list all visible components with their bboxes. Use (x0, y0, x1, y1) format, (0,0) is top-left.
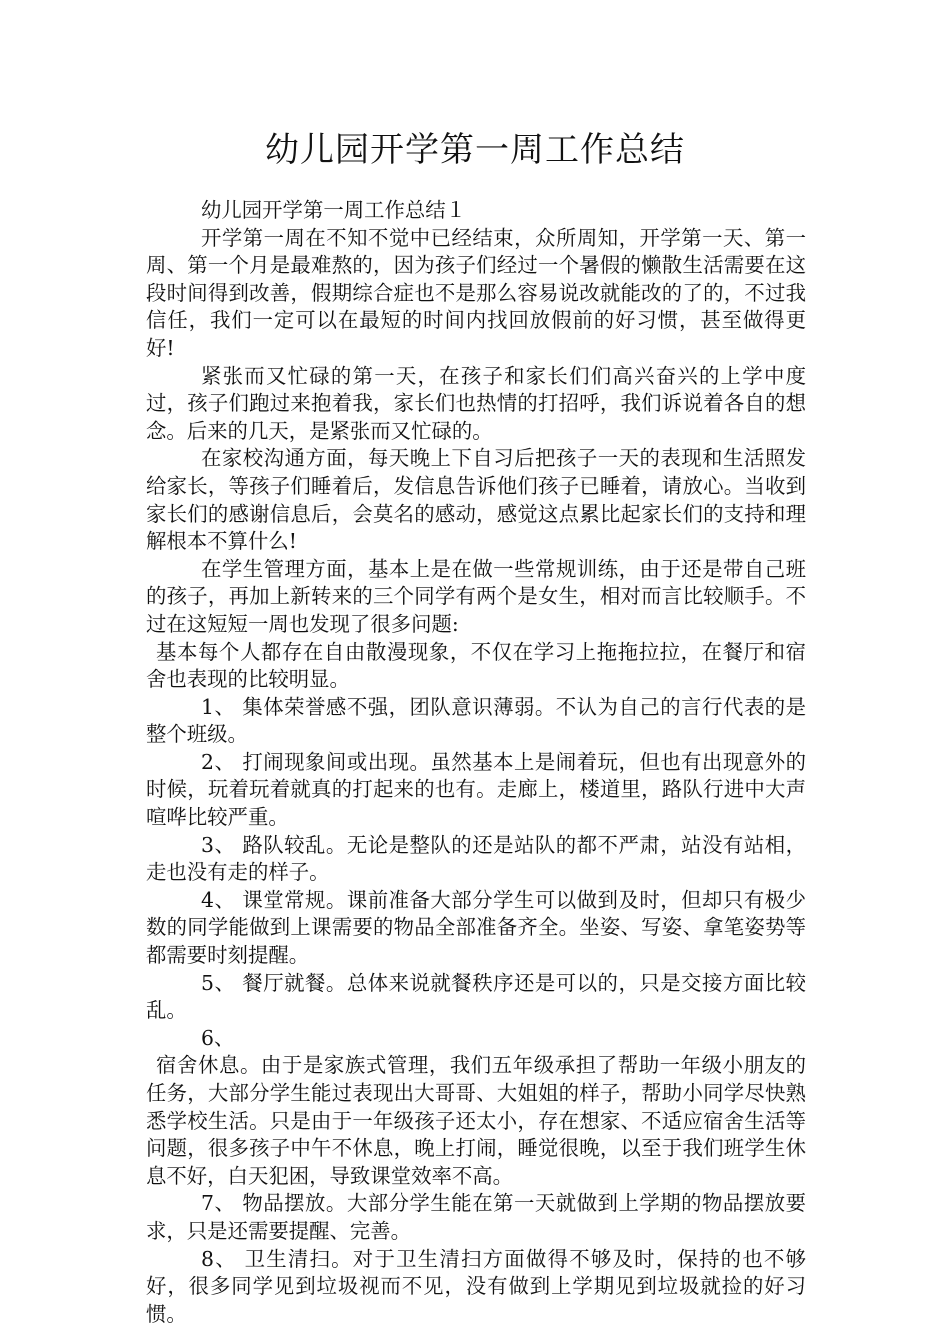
list-item: 8、 卫生清扫。对于卫生清扫方面做得不够及时，保持的也不够好，很多同学见到垃圾视而不见，没有做到上学期见到垃圾就捡的好习惯。 (146, 1246, 806, 1326)
paragraph: 在学生管理方面，基本上是在做一些常规训练，由于还是带自己班的孩子，再加上新转来的三个同学有两个是女生，相对而言比较顺手。不过在这短短一周也发现了很多问题: (146, 556, 806, 636)
paragraph: 开学第一周在不知不觉中已经结束，众所周知，开学第一天、第一周、第一个月是最难熬的，因为孩子们经过一个暑假的懒散生活需要在这段时间得到改善，假期综合症也不是那么容易说改就能改的了的，不过我信任，我们一定可以在最短的时间内找回放假前的好习惯，甚至做得更好! (146, 225, 806, 360)
paragraph: 在家校沟通方面，每天晚上下自习后把孩子一天的表现和生活照发给家长，等孩子们睡着后，发信息告诉他们孩子已睡着，请放心。当收到家长们的感谢信息后，会莫名的感动，感觉这点累比起家长们的支持和理解根本不算什么! (146, 446, 806, 554)
list-item: 2、 打闹现象间或出现。虽然基本上是闹着玩，但也有出现意外的时候，玩着玩着就真的打起来的也有。走廊上，楼道里，路队行进中大声喧哗比较严重。 (146, 749, 806, 830)
list-item: 7、 物品摆放。大部分学生能在第一天就做到上学期的物品摆放要求，只是还需要提醒、完善。 (146, 1191, 806, 1243)
list-item: 4、 课堂常规。课前准备大部分学生可以做到及时，但却只有极少数的同学能做到上课需要的物品全部准备齐全。坐姿、写姿、拿笔姿势等都需要时刻提醒。 (146, 887, 806, 968)
document-body (146, 197, 806, 1328)
list-item: 宿舍休息。由于是家族式管理，我们五年级承担了帮助一年级小朋友的任务，大部分学生能过表现出大哥哥、大姐姐的样子，帮助小同学尽快熟悉学校生活。只是由于一年级孩子还太小，存在想家、不适应宿舍生活等问题，很多孩子中午不休息，晚上打闹，睡觉很晚，以至于我们班学生休息不好，白天犯困，导致课堂效率不高。 (146, 1053, 806, 1188)
document-title: 幼儿园开学第一周工作总结 (265, 130, 685, 170)
list-item: 3、 路队较乱。无论是整队的还是站队的都不严肃，站没有站相，走也没有走的样子。 (146, 832, 806, 885)
list-item-number: 6、 (201, 1025, 235, 1050)
section-heading: 幼儿园开学第一周工作总结１ (201, 198, 467, 222)
list-item: 1、 集体荣誉感不强，团队意识薄弱。不认为自己的言行代表的是整个班级。 (146, 694, 806, 747)
list-item: 5、 餐厅就餐。总体来说就餐秩序还是可以的，只是交接方面比较乱。 (146, 970, 806, 1023)
paragraph: 紧张而又忙碌的第一天，在孩子和家长们们高兴奋兴的上学中度过，孩子们跑过来抱着我，家长们也热情的打招呼，我们诉说着各自的想念。后来的几天，是紧张而又忙碌的。 (146, 363, 806, 443)
paragraph: 基本每个人都存在自由散漫现象，不仅在学习上拖拖拉拉，在餐厅和宿舍也表现的比较明显。 (146, 639, 806, 692)
